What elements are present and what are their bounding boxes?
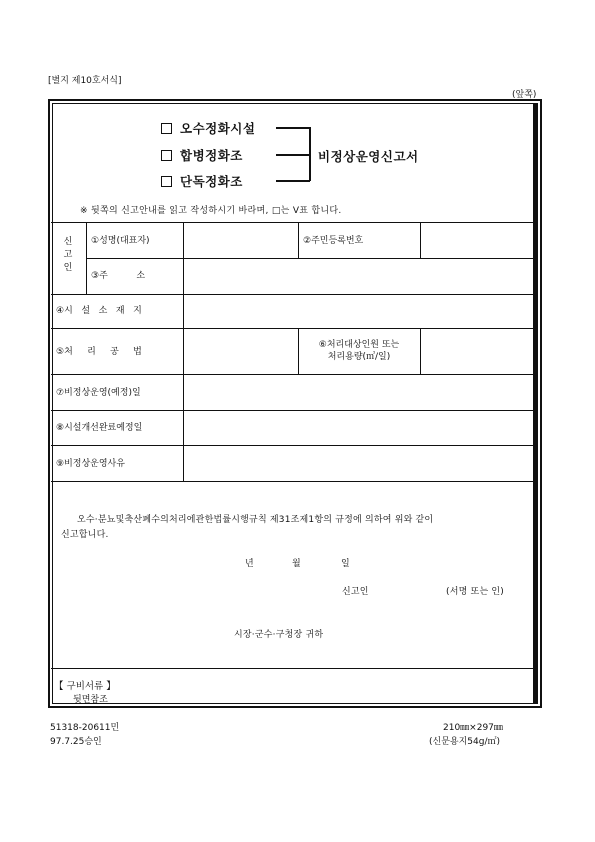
instruction-notice: ※ 뒷쪽의 신고안내를 읽고 작성하시기 바라며, □는 V표 합니다. <box>80 206 342 216</box>
option-label: 합병정화조 <box>180 148 243 163</box>
option-combined-septic[interactable] <box>161 146 243 164</box>
declaration-text-line2: 신고합니다. <box>61 530 109 540</box>
brace-line <box>276 127 310 129</box>
treatment-method-label: ⑤처 리 공 법 <box>56 347 142 357</box>
capacity-label <box>300 339 418 363</box>
front-side-label: (앞쪽) <box>512 90 537 100</box>
date-month-label: 월 <box>292 559 301 569</box>
form-code: 51318-20611민 <box>50 723 120 733</box>
date-year-label: 년 <box>245 559 254 569</box>
attachments-title: 【 구비서류 】 <box>54 681 116 692</box>
form-number-label: [별지 제10호서식] <box>48 76 122 86</box>
abnormal-date-label: ⑦비정상운영(예정)일 <box>56 388 141 398</box>
improvement-date-field[interactable] <box>186 412 532 443</box>
facility-location-label: ④시 설 소 재 지 <box>56 306 142 316</box>
abnormal-reason-field[interactable] <box>186 447 532 479</box>
brace-line <box>309 127 311 181</box>
paper-size: 210㎜×297㎜ <box>443 723 503 733</box>
option-label: 오수정화시설 <box>180 121 256 136</box>
capacity-label-line1: ⑥처리대상인원 또는 <box>318 340 400 350</box>
brace-line <box>276 154 310 156</box>
checkbox-icon[interactable] <box>161 176 172 187</box>
declaration-text-line1: 오수·분뇨및축산폐수의처리에관한법률시행규칙 제31조제1항의 규정에 의하여 위와 같이 <box>77 515 434 525</box>
reporter-group-label <box>56 236 80 275</box>
capacity-label-line2: 처리용량(㎥/일) <box>327 352 391 362</box>
reporter-signature-label: 신고인 <box>342 587 369 597</box>
address-field[interactable] <box>186 260 532 292</box>
checkbox-icon[interactable] <box>161 150 172 161</box>
name-field[interactable] <box>186 224 294 256</box>
option-sewage-facility[interactable] <box>161 119 255 137</box>
option-label: 단독정화조 <box>180 174 243 189</box>
abnormal-date-field[interactable] <box>186 376 532 408</box>
improvement-date-label: ⑧시설개선완료예정일 <box>56 423 143 433</box>
form-title: 비정상운영신고서 <box>318 149 419 164</box>
approval-date: 97.7.25승인 <box>50 737 102 747</box>
signature-placeholder: (서명 또는 인) <box>446 587 505 597</box>
reporter-group-text: 신고인 <box>63 237 73 273</box>
capacity-field[interactable] <box>424 330 532 372</box>
facility-location-field[interactable] <box>186 296 532 326</box>
recipient-label: 시장·군수·구청장 귀하 <box>234 630 324 640</box>
id-number-field[interactable] <box>424 224 532 256</box>
address-label: ③주 소 <box>91 271 146 281</box>
name-label: ①성명(대표자) <box>91 236 150 246</box>
id-number-label: ②주민등록번호 <box>303 236 364 246</box>
option-single-septic[interactable] <box>161 172 243 190</box>
attachments-value: 뒷면참조 <box>73 695 108 705</box>
treatment-method-field[interactable] <box>186 330 294 372</box>
brace-line <box>276 180 310 182</box>
date-day-label: 일 <box>341 559 350 569</box>
checkbox-icon[interactable] <box>161 123 172 134</box>
paper-type: (신문용지54g/㎡) <box>429 737 500 747</box>
abnormal-reason-label: ⑨비정상운영사유 <box>56 459 125 469</box>
